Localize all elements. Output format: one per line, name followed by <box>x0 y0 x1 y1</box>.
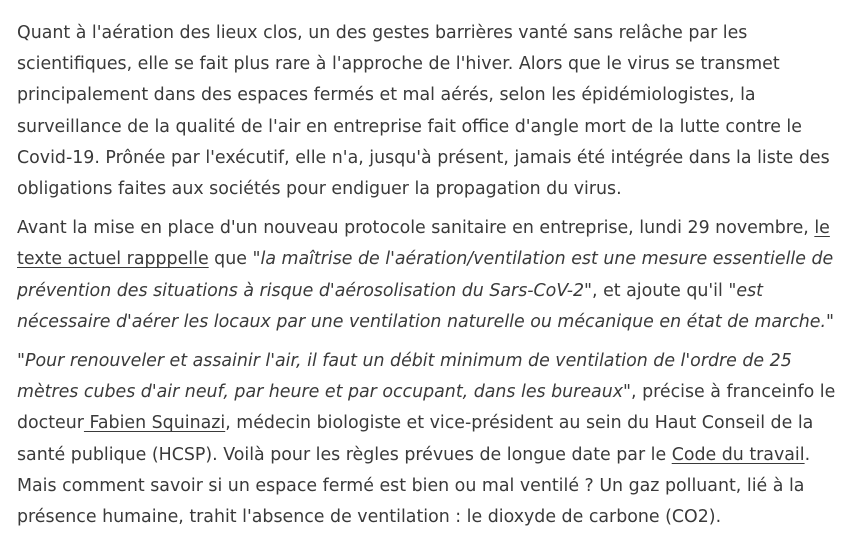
paragraph-text: ", et ajoute qu'il " <box>584 280 737 301</box>
paragraph-text: Quant à l'aération des lieux clos, un des gestes barrières vanté sans relâche par les scientifiques, elle se fait plus rare à l'approche de l'hiver. Alors que le virus se transmet principalement dans des espaces fermés et mal aérés, selon les épidémiologistes, la surveillance de la qualité de l'air en entreprise fait office d'angle mort de la lutte contre le Covid-19. Prônée par l'exécutif, elle n'a, jusqu'à présent, jamais été intégrée dans la liste des obligations faites aux sociétés pour endiguer la propagation du virus. <box>17 23 830 200</box>
link-code-du-travail[interactable]: Code du travail <box>671 444 805 465</box>
quote-text: la maîtrise de l'aération/ventilation est une mesure essentielle de prévention des situations à risque d'aérosolisation du Sars-CoV-2 <box>17 249 834 301</box>
link-texte-actuel[interactable]: le texte actuel rapppelle <box>17 218 830 270</box>
quote-text: est nécessaire d'aérer les locaux par une ventilation naturelle ou mécanique en état de marche. <box>17 280 827 332</box>
paragraph-text: ", précise à franceinfo le docteur <box>17 382 836 434</box>
paragraph-text: , médecin biologiste et vice-président au sein du Haut Conseil de la santé publique (HCSP). Voilà pour les règles prévues de longue date par le <box>17 413 814 465</box>
article-body <box>17 18 839 541</box>
paragraph <box>17 346 839 533</box>
paragraph-text: " <box>17 351 25 372</box>
paragraph <box>17 18 839 205</box>
paragraph-text: Avant la mise en place d'un nouveau protocole sanitaire en entreprise, lundi 29 novembre, <box>17 218 815 239</box>
link-fabien-squinazi[interactable]: Fabien Squinazi <box>83 413 226 434</box>
paragraph-text: que " <box>208 249 261 270</box>
quote-text: Pour renouveler et assainir l'air, il faut un débit minimum de ventilation de l'ordre de 25 mètres cubes d'air neuf, par heure et par occupant, dans les bureaux <box>17 351 792 403</box>
paragraph <box>17 213 839 338</box>
paragraph-text: " <box>826 311 835 332</box>
paragraph-text: . Mais comment savoir si un espace fermé est bien ou mal ventilé ? Un gaz polluant, lié à la présence humaine, trahit l'absence de ventilation : le dioxyde de carbone (CO2). <box>17 444 811 528</box>
